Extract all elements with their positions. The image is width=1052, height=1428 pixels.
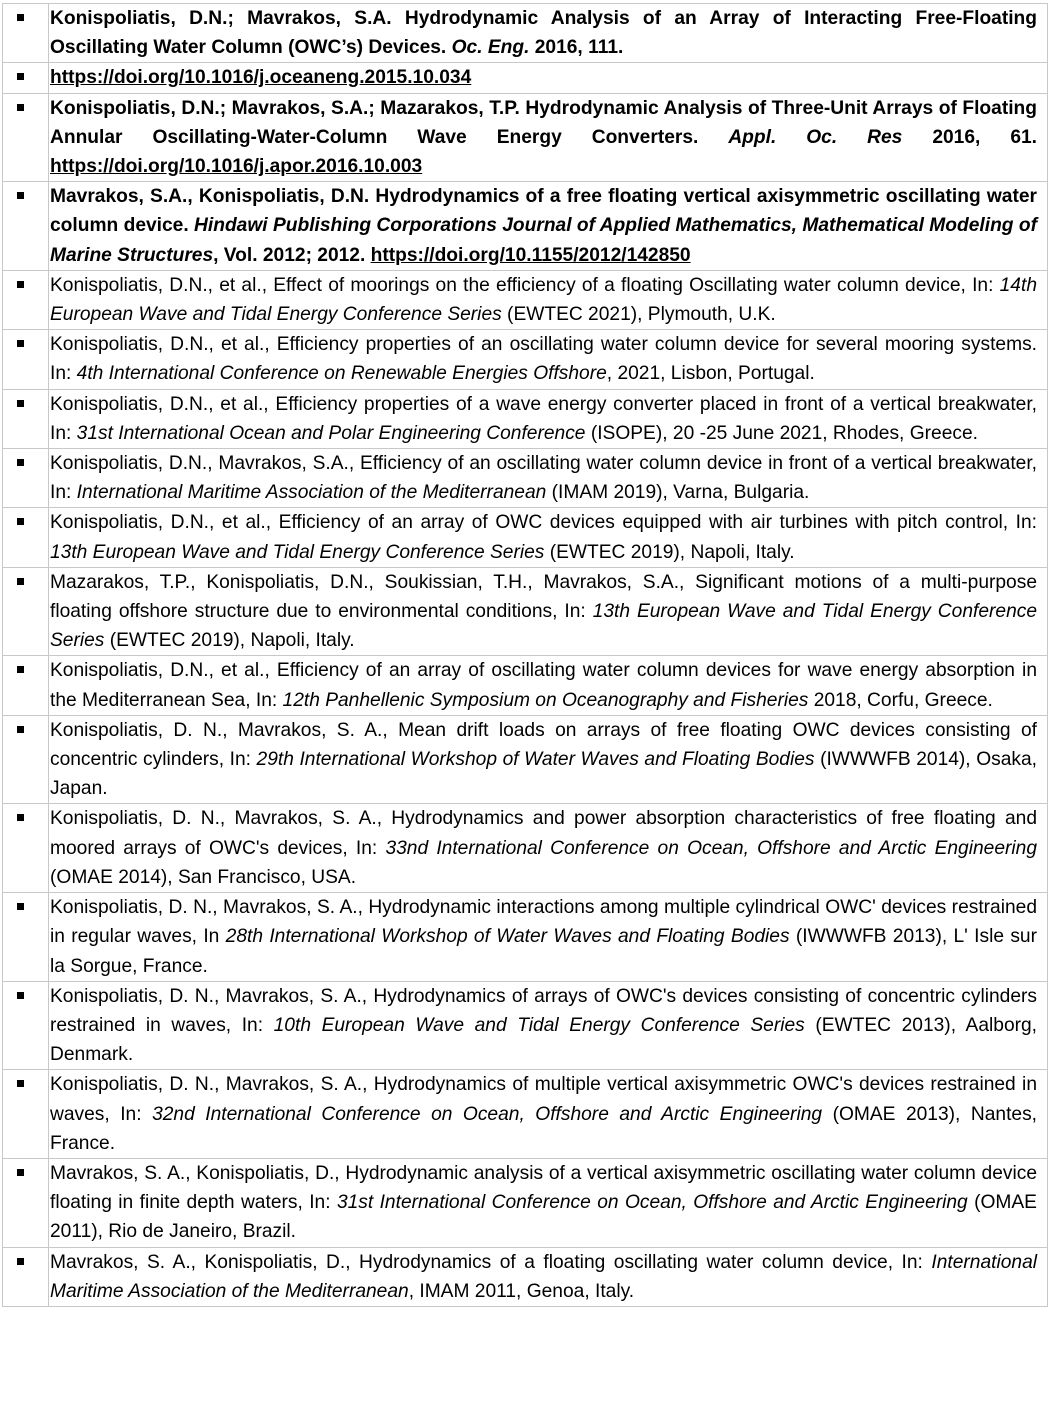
venue-title: 12th Panhellenic Symposium on Oceanography and Fisheries	[282, 689, 809, 711]
citation-text: Konispoliatis, D. N., Mavrakos, S. A., Hydrodynamics of multiple vertical axisymmetric OWC's devices restrained in waves, In:	[50, 1074, 1037, 1125]
bullet-cell	[3, 4, 49, 63]
publication-row	[3, 715, 1048, 804]
publication-citation	[49, 715, 1048, 804]
square-bullet-icon	[17, 192, 24, 199]
publication-citation	[49, 63, 1048, 93]
citation-text: (EWTEC 2019), Napoli, Italy.	[544, 541, 795, 563]
venue-title: Hindawi Publishing Corporations Journal of Applied Mathematics, Mathematical Modeling of Marine Structures	[50, 215, 1037, 266]
bullet-cell	[3, 330, 49, 389]
publication-row	[3, 981, 1048, 1070]
publication-citation	[49, 567, 1048, 656]
publication-citation	[49, 93, 1048, 182]
square-bullet-icon	[17, 14, 24, 21]
square-bullet-icon	[17, 1258, 24, 1265]
bullet-cell	[3, 449, 49, 508]
publication-citation	[49, 981, 1048, 1070]
publication-citation	[49, 1070, 1048, 1159]
publication-list	[2, 3, 1048, 1307]
citation-text: Konispoliatis, D.N.; Mavrakos, S.A. Hydrodynamic Analysis of an Array of Interacting Free-Floating Oscillating Water Column (OWC’s) Devices.	[50, 8, 1037, 59]
citation-text: (IMAM 2019), Varna, Bulgaria.	[546, 482, 810, 504]
citation-text: (EWTEC 2021), Plymouth, U.K.	[501, 304, 776, 326]
square-bullet-icon	[17, 814, 24, 821]
publication-citation	[49, 893, 1048, 982]
publication-row	[3, 93, 1048, 182]
square-bullet-icon	[17, 400, 24, 407]
citation-text: Konispoliatis, D. N., Mavrakos, S. A., Mean drift loads on arrays of free floating OWC devices consisting of concentric cylinders, In:	[50, 719, 1037, 771]
venue-title: 31st International Conference on Ocean, Offshore and Arctic Engineering	[336, 1192, 968, 1214]
citation-text: (IWWWFB 2013), L' Isle sur la Sorgue, France.	[50, 926, 1037, 977]
venue-title: 32nd International Conference on Ocean, Offshore and Arctic Engineering	[152, 1103, 823, 1125]
bullet-cell	[3, 93, 49, 182]
citation-text: Konispoliatis, D.N., et al., Effect of moorings on the efficiency of a floating Oscillating water column device, In:	[50, 274, 1000, 296]
citation-text: Konispoliatis, D.N.; Mavrakos, S.A.; Mazarakos, T.P. Hydrodynamic Analysis of Three-Unit Arrays of Floating Annular Oscillating-Water-Column Wave Energy Converters.	[50, 97, 1037, 148]
publication-citation	[49, 4, 1048, 63]
square-bullet-icon	[17, 340, 24, 347]
citation-text: Mazarakos, T.P., Konispoliatis, D.N., Soukissian, T.H., Mavrakos, S.A., Significant motions of a multi-purpose floating offshore structure due to environmental conditions, In:	[50, 571, 1037, 623]
square-bullet-icon	[17, 1080, 24, 1087]
venue-title: 31st International Ocean and Polar Engineering Conference	[76, 422, 586, 444]
bullet-cell	[3, 63, 49, 93]
publication-row	[3, 1158, 1048, 1247]
citation-text: Mavrakos, S. A., Konispoliatis, D., Hydrodynamic analysis of a vertical axisymmetric oscillating water column device floating in finite depth waters, In:	[50, 1162, 1037, 1214]
citation-text: Konispoliatis, D.N., et al., Efficiency of an array of OWC devices equipped with air turbines with pitch control, In:	[50, 512, 1037, 534]
citation-text: Mavrakos, S.A., Konispoliatis, D.N. Hydrodynamics of a free floating vertical axisymmetric oscillating water column device.	[50, 186, 1037, 237]
publication-row	[3, 567, 1048, 656]
square-bullet-icon	[17, 104, 24, 111]
bullet-cell	[3, 182, 49, 271]
publication-citation	[49, 389, 1048, 448]
bullet-cell	[3, 656, 49, 715]
publication-citation	[49, 449, 1048, 508]
publication-row	[3, 389, 1048, 448]
square-bullet-icon	[17, 459, 24, 466]
bullet-cell	[3, 1158, 49, 1247]
square-bullet-icon	[17, 578, 24, 585]
publication-row	[3, 893, 1048, 982]
doi-link[interactable]: https://doi.org/10.1016/j.oceaneng.2015.10.034	[50, 67, 472, 89]
citation-text: Konispoliatis, D. N., Mavrakos, S. A., Hydrodynamics of arrays of OWC's devices consisting of concentric cylinders restrained in waves, In:	[50, 985, 1037, 1036]
publication-row	[3, 804, 1048, 893]
publication-row	[3, 270, 1048, 329]
citation-text: , IMAM 2011, Genoa, Italy.	[408, 1280, 635, 1302]
citation-text: Konispoliatis, D.N., et al., Efficiency properties of an oscillating water column device for several mooring systems. In:	[50, 334, 1037, 385]
publication-citation	[49, 182, 1048, 271]
bullet-cell	[3, 389, 49, 448]
publication-row	[3, 1247, 1048, 1306]
publication-citation	[49, 270, 1048, 329]
venue-title: Appl. Oc. Res	[728, 126, 903, 148]
citation-text: Konispoliatis, D.N., Mavrakos, S.A., Efficiency of an oscillating water column device in front of a vertical breakwater, In:	[50, 453, 1037, 504]
bullet-cell	[3, 270, 49, 329]
bullet-cell	[3, 715, 49, 804]
publication-row	[3, 330, 1048, 389]
square-bullet-icon	[17, 992, 24, 999]
citation-text: (OMAE 2014), San Francisco, USA.	[50, 866, 357, 888]
citation-text: , 2021, Lisbon, Portugal.	[606, 363, 815, 385]
publication-row	[3, 4, 1048, 63]
citation-text: Mavrakos, S. A., Konispoliatis, D., Hydrodynamics of a floating oscillating water column device, In:	[50, 1251, 932, 1273]
venue-title: International Maritime Association of the Mediterranean	[50, 1251, 1037, 1302]
publication-row	[3, 182, 1048, 271]
publication-row	[3, 656, 1048, 715]
venue-title: 4th International Conference on Renewable Energies Offshore	[76, 363, 607, 385]
publication-citation	[49, 1158, 1048, 1247]
citation-text: (IWWWFB 2014), Osaka, Japan.	[50, 749, 1037, 800]
bullet-cell	[3, 893, 49, 982]
publication-citation	[49, 656, 1048, 715]
venue-title: 29th International Workshop of Water Waves and Floating Bodies	[256, 749, 815, 771]
bullet-cell	[3, 804, 49, 893]
square-bullet-icon	[17, 666, 24, 673]
publication-citation	[49, 508, 1048, 567]
publication-row	[3, 449, 1048, 508]
venue-title: 33nd International Conference on Ocean, Offshore and Arctic Engineering	[385, 837, 1037, 859]
citation-text: 2018, Corfu, Greece.	[808, 689, 993, 711]
bullet-cell	[3, 508, 49, 567]
venue-title: 14th European Wave and Tidal Energy Conference Series	[50, 274, 1037, 326]
citation-text: (OMAE 2013), Nantes, France.	[50, 1103, 1037, 1154]
publication-citation	[49, 804, 1048, 893]
square-bullet-icon	[17, 281, 24, 288]
citation-text: (ISOPE), 20 -25 June 2021, Rhodes, Greece.	[585, 422, 978, 444]
citation-text: Konispoliatis, D. N., Mavrakos, S. A., Hydrodynamic interactions among multiple cylindrical OWC' devices restrained in regular waves, In	[50, 897, 1037, 948]
citation-text: , Vol. 2012; 2012.	[213, 244, 371, 266]
citation-text: 2016, 111.	[529, 37, 624, 59]
venue-title: Oc. Eng.	[451, 37, 530, 59]
citation-text: Konispoliatis, D.N., et al., Efficiency properties of a wave energy converter placed in front of a vertical breakwater, In:	[50, 393, 1037, 444]
doi-link[interactable]: https://doi.org/10.1016/j.apor.2016.10.003	[50, 156, 423, 178]
citation-text: (EWTEC 2019), Napoli, Italy.	[104, 630, 355, 652]
venue-title: 10th European Wave and Tidal Energy Conference Series	[273, 1014, 805, 1036]
square-bullet-icon	[17, 903, 24, 910]
bullet-cell	[3, 1070, 49, 1159]
citation-text: Konispoliatis, D.N., et al., Efficiency of an array of oscillating water column devices for wave energy absorption in the Mediterranean Sea, In:	[50, 660, 1037, 711]
publication-row	[3, 508, 1048, 567]
venue-title: 13th European Wave and Tidal Energy Conference Series	[50, 541, 545, 563]
doi-link[interactable]: https://doi.org/10.1155/2012/142850	[370, 244, 691, 266]
publication-citation	[49, 330, 1048, 389]
bullet-cell	[3, 1247, 49, 1306]
publication-row	[3, 63, 1048, 93]
venue-title: International Maritime Association of the Mediterranean	[76, 482, 547, 504]
square-bullet-icon	[17, 518, 24, 525]
square-bullet-icon	[17, 73, 24, 80]
citation-text: (EWTEC 2013), Aalborg, Denmark.	[50, 1014, 1038, 1066]
venue-title: 28th International Workshop of Water Waves and Floating Bodies	[225, 926, 790, 948]
citation-text: 2016, 61.	[902, 126, 1037, 148]
square-bullet-icon	[17, 726, 24, 733]
publication-row	[3, 1070, 1048, 1159]
square-bullet-icon	[17, 1169, 24, 1176]
bullet-cell	[3, 981, 49, 1070]
citation-text: Konispoliatis, D. N., Mavrakos, S. A., Hydrodynamics and power absorption characteristics of free floating and moored arrays of OWC's devices, In:	[50, 808, 1037, 859]
citation-text: (OMAE 2011), Rio de Janeiro, Brazil.	[50, 1192, 1037, 1243]
bullet-cell	[3, 567, 49, 656]
publication-list-body	[3, 4, 1048, 1307]
venue-title: 13th European Wave and Tidal Energy Conference Series	[50, 601, 1038, 652]
publication-citation	[49, 1247, 1048, 1306]
